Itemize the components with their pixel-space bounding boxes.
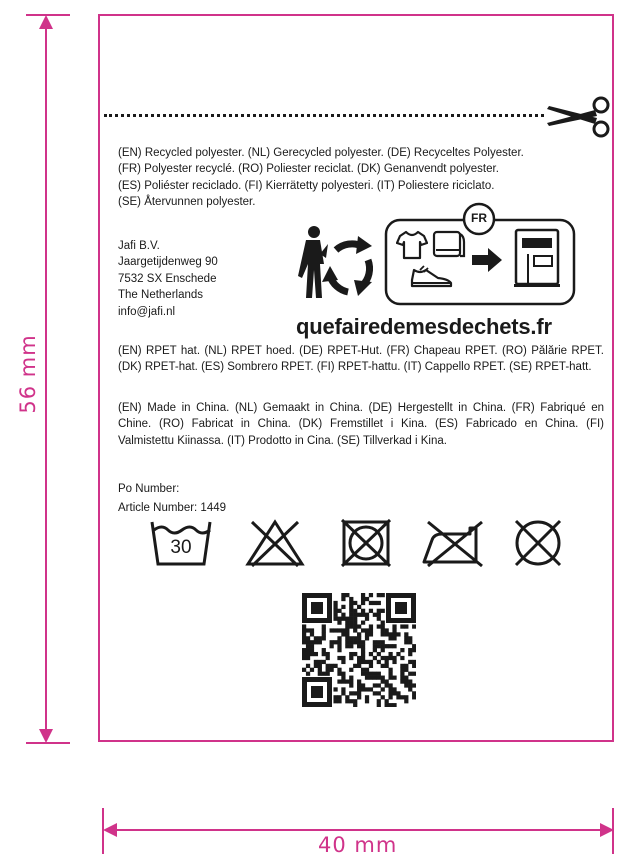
collection-bin-icon — [512, 228, 562, 288]
product-description: (EN) RPET hat. (NL) RPET hoed. (DE) RPET-Hut. (FR) Chapeau RPET. (RO) Pălărie RPET. (DK) RPET-hat. (ES) Sombrero RPET. (FI) RPET-hattu. (IT) Cappello RPET. (SE) RPET-hatt. — [118, 345, 604, 374]
company-city: 7532 SX Enschede — [118, 272, 217, 285]
height-dim-arrow-bottom — [38, 727, 54, 743]
width-dim-line — [112, 829, 604, 831]
company-country: The Netherlands — [118, 289, 204, 302]
do-not-dry-clean-icon — [510, 518, 566, 568]
triman-icon — [292, 220, 382, 306]
cut-line — [104, 114, 544, 117]
po-number: Po Number: — [118, 483, 180, 495]
width-dim-arrow-right — [598, 822, 614, 838]
scissors-icon — [545, 95, 613, 139]
height-dim-label: 56 mm — [16, 334, 40, 414]
do-not-bleach-icon — [244, 518, 306, 568]
do-not-tumble-dry-icon — [340, 518, 392, 568]
shoe-icon — [408, 264, 454, 290]
company-email: info@jafi.nl — [118, 305, 176, 318]
article-number: Article Number: 1449 — [118, 502, 227, 514]
arrow-right-icon — [472, 248, 502, 272]
tshirt-icon — [396, 230, 428, 260]
height-dim-line — [45, 26, 47, 732]
width-dim-label: 40 mm — [318, 833, 398, 857]
fr-badge-label: FR — [471, 211, 487, 225]
origin-text: (EN) Made in China. (NL) Gemaakt in China. (DE) Hergestellt in China. (FR) Fabriqué en Chine. (RO) Fabricat in China. (DK) Fremstillet i Kina. (ES) Fabricado en China. (FI) Valmistettu Kiinassa. (IT) Prodotto in Cina. (SE) Tillverkad i Kina. — [118, 402, 604, 447]
do-not-iron-icon — [420, 518, 486, 568]
recycling-website: quefairedemesdechets.fr — [296, 314, 552, 339]
company-address — [118, 238, 218, 320]
material-line: (FR) Polyester recyclé. (RO) Poliester reciclat. (DK) Genanvendt polyester. — [118, 163, 499, 176]
material-line: (EN) Recycled polyester. (NL) Gerecycled polyester. (DE) Recyceltes Polyester. — [118, 147, 524, 159]
qr-code — [302, 593, 416, 707]
height-dim-arrow-top — [38, 15, 54, 31]
towel-icon — [432, 228, 466, 260]
material-line: (ES) Poliéster reciclado. (FI) Kierrätetty polyesteri. (IT) Poliestere riciclato. — [118, 179, 495, 192]
width-dim-arrow-left — [103, 822, 119, 838]
material-text — [118, 145, 524, 211]
company-name: Jafi B.V. — [118, 240, 160, 252]
company-street: Jaargetijdenweg 90 — [118, 256, 218, 269]
wash-temp-label: 30 — [170, 537, 192, 558]
material-line: (SE) Återvunnen polyester. — [118, 196, 256, 209]
